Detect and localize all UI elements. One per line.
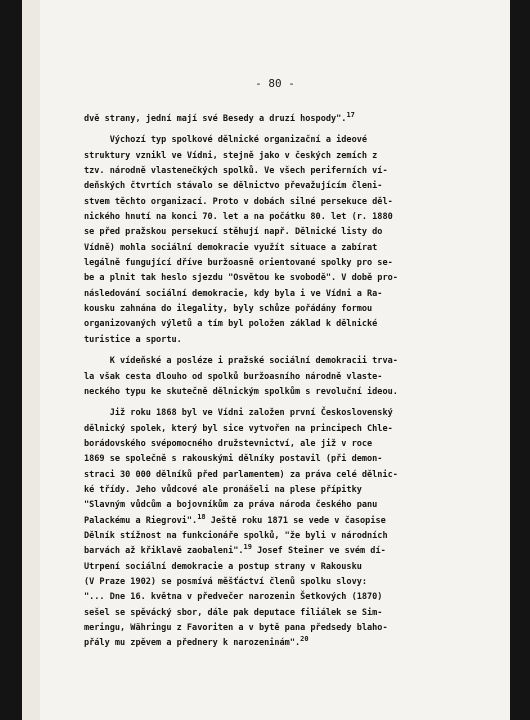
text-line: nického hnutí na konci 70. let a na počátku 80. let (r. 1880 xyxy=(84,212,393,223)
text-line: struktury vznikl ve Vídni, stejně jako v českých zemích z xyxy=(84,150,378,161)
text-line: "... Dne 16. května v předvečer narozenin Šetkových (1870) xyxy=(84,592,383,603)
text-line: 1869 se společně s rakouskými dělníky postavil (při demon- xyxy=(84,454,383,465)
text-line: legálně fungující dříve buržoasně orientované spolky pro se- xyxy=(84,258,393,269)
text-line: Dělník stížnost na funkcionáře spolků, "že byli v národních xyxy=(84,530,388,541)
text-line: dvě strany, jední mají své Besedy a druzí hospody".$^{17}$ xyxy=(84,111,355,124)
text-line: meringu, Währingu z Favoriten a v bytě pana předsedy blaho- xyxy=(84,623,388,633)
text-line: Palackému a Riegrovi".$^{18}$ Ještě roku 1871 se vede v časopise xyxy=(84,512,386,526)
text-line: tzv. národně vlastenec̆kých spolků. Ve všech periferních ví- xyxy=(84,166,388,177)
text-line: turistice a sportu. xyxy=(84,334,182,345)
text-line: dělnický spolek, který byl sice vytvořen na principech Chle- xyxy=(84,423,393,434)
text-line: K vídeňské a posléze i pražské sociální demokracii trva- xyxy=(84,356,398,367)
text-line: sešel se spěvácký sbor, dále pak deputace filiálek se Sim- xyxy=(84,607,383,618)
footnote-ref: 20 xyxy=(300,635,309,644)
text-line: organizovaných výletů a tím byl položen základ k dělnické xyxy=(84,319,378,330)
text-line: Vídně) mohla sociální demokracie využít situace a zabírat xyxy=(84,242,378,253)
text-line: deňských čtvrtích stávalo se dělnictvo převažujícím členi- xyxy=(84,181,383,192)
text-line: se před pražskou persekucí stěhují např. Dělnické listy do xyxy=(84,227,383,238)
page-number: - 80 - xyxy=(255,77,295,90)
text-line: borádovského svépomocného družstevnictví, ale již v roce xyxy=(84,438,373,449)
text-line: la však cesta dlouho od spolků buržoasního národně vlaste- xyxy=(84,371,383,382)
footnote-ref: 17 xyxy=(346,111,355,119)
text-line: kousku zahnána do ilegality, byly schůze pořádány formou xyxy=(84,304,373,315)
text-line: Utrpení sociální demokracie a postup strany v Rakousku xyxy=(84,561,362,572)
text-line: barvách až křiklavě zaobaleni".$^{19}$ Josef Steiner ve svém dí- xyxy=(84,543,386,557)
text-line: ké třídy. Jeho vůdcové ale pronášeli na plese přípitky xyxy=(84,484,362,495)
text-line: přály mu zpěvem a přednery k narozeninám".$^{20}$ xyxy=(84,635,309,649)
text-line: následování sociální demokracie, kdy byla i ve Vídni a Ra- xyxy=(84,288,383,299)
footnote-ref: 18 xyxy=(197,512,206,521)
text-line: neckého typu ke skutečně dělnickým spolkům s revoluční ideou. xyxy=(84,386,398,397)
text-line: Výchozí typ spolkové dělnické organizační a ideové xyxy=(84,135,368,146)
text-line: "Slavným vůdcům a bojovníkům za práva národa českého panu xyxy=(84,500,378,511)
text-line: stvem těchto organizací. Proto v dobách silné persekuce děl- xyxy=(84,196,393,207)
text-line: Již roku 1868 byl ve Vídni založen první Československý xyxy=(84,408,393,419)
footnote-ref: 19 xyxy=(243,543,252,552)
text-line: straci 30 000 dělníků před parlamentem) za práva celé dělnic- xyxy=(84,469,398,480)
text-line: (V Praze 1902) se posmívá měšťáctví členů spolku slovy: xyxy=(84,576,368,587)
text-line: be a plnit tak heslo sjezdu "Osvětou ke svobodě". V době pro- xyxy=(84,273,398,284)
body-text xyxy=(84,112,464,652)
